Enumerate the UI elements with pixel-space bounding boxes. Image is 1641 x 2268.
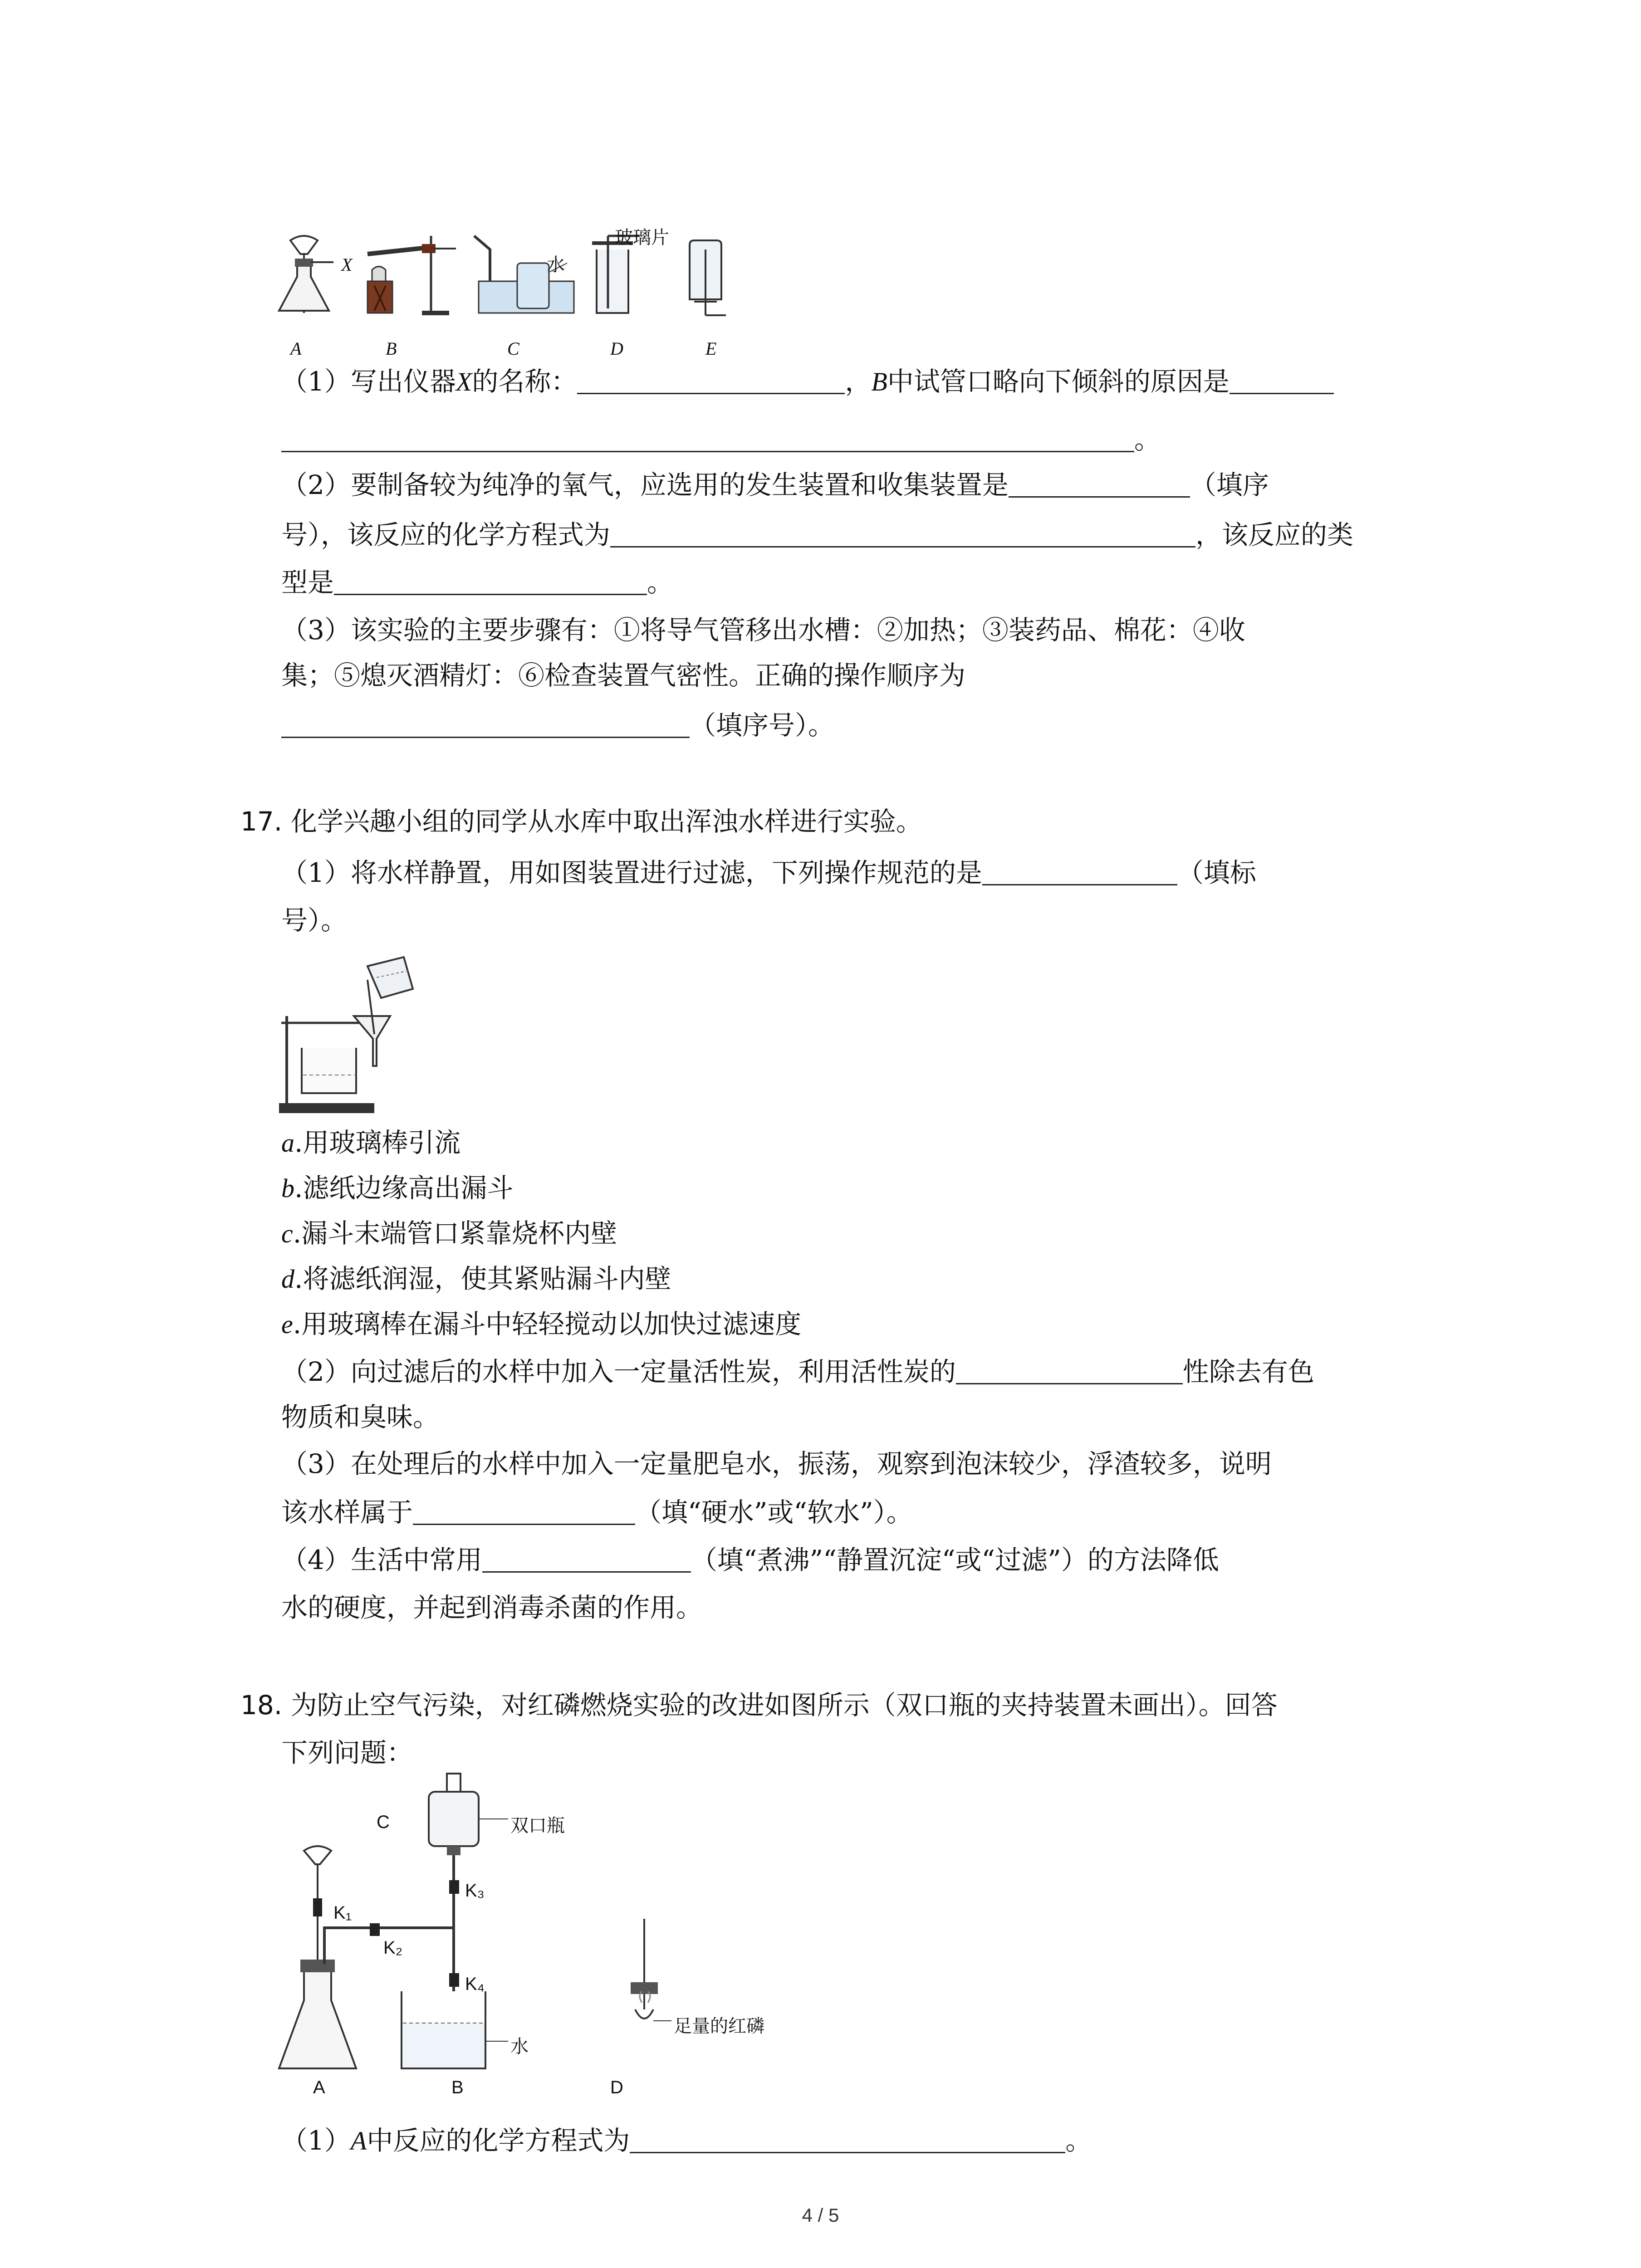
label-a: A: [313, 2077, 325, 2097]
label-double-neck-bottle: 双口瓶: [510, 1816, 565, 1836]
answer-blank[interactable]: [610, 523, 1195, 547]
q17-part4-line1: （4）生活中常用 （填“煮沸”“静置沉淀“或“过滤”）的方法降低: [281, 1545, 1219, 1575]
q17-part2-line1: （2）向过滤后的水样中加入一定量活性炭，利用活性炭的 性除去有色: [281, 1356, 1314, 1387]
q17-part1-line1: （1）将水样静置，用如图装置进行过滤，下列操作规范的是 （填标: [281, 857, 1256, 888]
label-c: C: [377, 1812, 390, 1832]
q16-part1-line1: （1）写出仪器X的名称： ，B中试管口略向下倾斜的原因是: [281, 368, 1334, 395]
q17-part1-line2: 号）。: [281, 905, 348, 936]
filtration-apparatus-drawing: [277, 943, 417, 1116]
answer-blank[interactable]: [956, 1359, 1183, 1384]
q17-option-a[interactable]: a.用玻璃棒引流: [281, 1127, 461, 1158]
q16-part2-line1: （2）要制备较为纯净的氧气，应选用的发生装置和收集装置是 （填序: [281, 469, 1269, 500]
label-k2: K₂: [383, 1938, 403, 1958]
label-d: D: [610, 338, 623, 359]
label-d: D: [610, 2077, 623, 2097]
answer-blank[interactable]: [482, 1548, 691, 1573]
flask-a-drawing: [272, 227, 336, 318]
q18-stem-line1: 18. 为防止空气污染，对红磷燃烧实验的改进如图所示（双口瓶的夹持装置未画出）。回答: [240, 1690, 1278, 1721]
q16-part3-line3: （填序号）。: [281, 712, 834, 738]
q18-stem-line2: 下列问题：: [281, 1737, 413, 1768]
label-k1: K₁: [333, 1903, 352, 1923]
q18-part1-line1: （1）A中反应的化学方程式为 。: [281, 2125, 1092, 2156]
label-b: B: [386, 338, 397, 359]
answer-blank[interactable]: [334, 570, 647, 595]
answer-blank[interactable]: [281, 713, 690, 738]
q17-stem: 17. 化学兴趣小组的同学从水库中取出浑浊水样进行实验。: [240, 806, 922, 837]
answer-blank[interactable]: [1009, 473, 1190, 498]
answer-blank[interactable]: [413, 1500, 635, 1525]
q16-part2-line3: 型是 。: [281, 567, 674, 598]
q17-option-e[interactable]: e.用玻璃棒在漏斗中轻轻搅动以加快过滤速度: [281, 1309, 802, 1339]
q16-part3-line1: （3）该实验的主要步骤有：①将导气管移出水槽：②加热；③装药品、棉花：④收: [281, 615, 1245, 645]
answer-blank[interactable]: [577, 369, 845, 394]
q16-part3-line2: 集；⑤熄灭酒精灯：⑥检查装置气密性。正确的操作顺序为: [281, 660, 966, 691]
answer-blank[interactable]: [1230, 369, 1334, 394]
label-x: X: [341, 254, 353, 275]
label-glass-plate: 玻璃片: [615, 228, 669, 248]
label-k4: K₄: [465, 1974, 485, 1994]
label-water: 水: [510, 2037, 529, 2057]
q17-part3-line1: （3）在处理后的水样中加入一定量肥皂水，振荡，观察到泡沫较少，浮渣较多，说明: [281, 1448, 1272, 1479]
q17-part4-line2: 水的硬度，并起到消毒杀菌的作用。: [281, 1592, 703, 1623]
answer-blank[interactable]: [982, 860, 1177, 885]
answer-blank[interactable]: [281, 427, 1134, 452]
answer-blank[interactable]: [630, 2128, 1065, 2153]
bottle-e-drawing: [681, 240, 735, 318]
q17-part3-line2: 该水样属于 （填“硬水”或“软水”）。: [281, 1497, 913, 1528]
label-b: B: [451, 2077, 464, 2097]
label-red-phosphorus: 足量的红磷: [674, 2016, 764, 2036]
label-a: A: [290, 338, 302, 359]
q17-option-d[interactable]: d.将滤纸润湿，使其紧贴漏斗内壁: [281, 1263, 671, 1294]
q16-part1-line2: 。: [281, 426, 1161, 453]
heating-setup-b-drawing: [354, 227, 458, 318]
label-c: C: [507, 338, 519, 359]
q17-option-b[interactable]: b.滤纸边缘高出漏斗: [281, 1173, 514, 1203]
label-water: 水: [547, 255, 565, 275]
label-e: E: [705, 338, 717, 359]
q17-option-c[interactable]: c.漏斗末端管口紧靠烧杯内壁: [281, 1218, 617, 1249]
q16-part2-line2: 号），该反应的化学方程式为 ，该反应的类: [281, 519, 1354, 550]
bottle-d-drawing: [590, 240, 644, 318]
q17-part2-line2: 物质和臭味。: [281, 1402, 440, 1432]
label-k3: K₃: [465, 1881, 485, 1901]
page-number: 4 / 5: [802, 2204, 839, 2226]
